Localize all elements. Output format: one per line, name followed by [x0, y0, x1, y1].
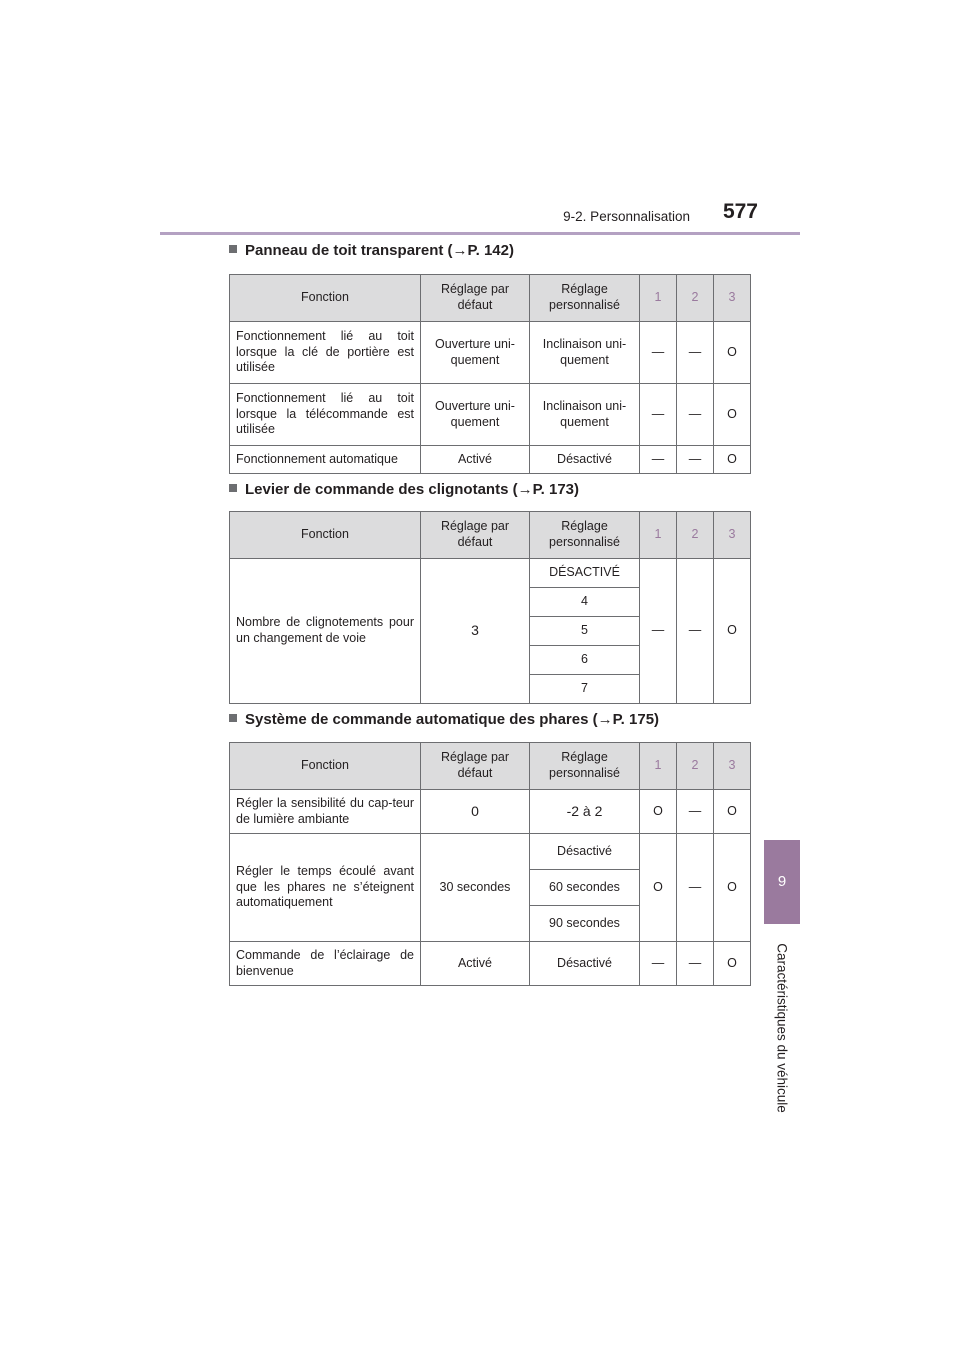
cell-fonction: Nombre de clignotements pour un changement de voie: [230, 559, 421, 704]
cell-col-2: —: [677, 446, 714, 474]
cell-col-3: O: [714, 790, 751, 834]
square-bullet-icon: [229, 484, 237, 492]
cell-col-3: O: [714, 446, 751, 474]
cell-col-3: O: [714, 384, 751, 446]
header-reglage-personnalise: Réglage personnalisé: [530, 512, 640, 559]
cell-col-3: O: [714, 559, 751, 704]
header-reglage-personnalise: Réglage personnalisé: [530, 743, 640, 790]
cell-col-2: —: [677, 559, 714, 704]
table-row: [230, 322, 751, 384]
cell-perso-option: 6: [530, 646, 640, 675]
chapter-label: [764, 933, 800, 1123]
cell-perso: Désactivé: [530, 446, 640, 474]
cell-col-2: —: [677, 384, 714, 446]
section-title: 9-2. Personnalisation: [563, 209, 690, 224]
cell-col-1: —: [640, 446, 677, 474]
page-number: 577: [722, 200, 758, 223]
cell-col-3: O: [714, 834, 751, 942]
header-rule: [160, 232, 800, 235]
header-col-3: 3: [714, 743, 751, 790]
header-fonction: Fonction: [230, 743, 421, 790]
cell-col-2: —: [677, 790, 714, 834]
header-col-2: 2: [677, 743, 714, 790]
header-reglage-defaut: Réglage par défaut: [421, 743, 530, 790]
turn-signal-settings-table: [229, 511, 751, 704]
cell-col-1: O: [640, 834, 677, 942]
header-reglage-defaut: Réglage par défaut: [421, 512, 530, 559]
cell-fonction: Fonctionnement lié au toit lorsque la clé de portière est utilisée: [230, 322, 421, 384]
header-col-2: 2: [677, 275, 714, 322]
chapter-tab: 9: [764, 840, 800, 924]
section-heading-turn-signal: [229, 481, 579, 498]
section-heading-roof: [229, 242, 514, 259]
cell-defaut: Activé: [421, 446, 530, 474]
square-bullet-icon: [229, 245, 237, 253]
section-heading-text: Levier de commande des clignotants (→P. 173): [245, 481, 579, 498]
cell-col-2: —: [677, 322, 714, 384]
cell-col-2: —: [677, 834, 714, 942]
cell-defaut: 0: [421, 790, 530, 834]
section-heading-headlights: [229, 711, 659, 728]
cell-perso-option: DÉSACTIVÉ: [530, 559, 640, 588]
cell-perso-option: 5: [530, 617, 640, 646]
cell-perso-option: 7: [530, 675, 640, 704]
cell-fonction: Fonctionnement automatique: [230, 446, 421, 474]
header-col-1: 1: [640, 275, 677, 322]
header-fonction: Fonction: [230, 512, 421, 559]
cell-col-1: —: [640, 559, 677, 704]
cell-defaut: 3: [421, 559, 530, 704]
cell-perso-option: Désactivé: [530, 834, 640, 870]
table-row: [230, 384, 751, 446]
header-fonction: Fonction: [230, 275, 421, 322]
cell-col-1: —: [640, 942, 677, 986]
cell-perso: -2 à 2: [530, 790, 640, 834]
cell-col-1: —: [640, 384, 677, 446]
table-header-row: [230, 743, 751, 790]
table-row: [230, 559, 751, 588]
cell-col-3: O: [714, 942, 751, 986]
table-row: [230, 446, 751, 474]
cell-col-1: O: [640, 790, 677, 834]
section-heading-text: Système de commande automatique des phares (→P. 175): [245, 711, 660, 728]
header-col-3: 3: [714, 275, 751, 322]
cell-fonction: Régler le temps écoulé avant que les phares ne s’éteignent automatiquement: [230, 834, 421, 942]
section-heading-text: Panneau de toit transparent (→P. 142): [245, 242, 514, 259]
table-row: [230, 834, 751, 870]
header-col-3: 3: [714, 512, 751, 559]
cell-defaut: Ouverture uni-quement: [421, 322, 530, 384]
cell-fonction: Fonctionnement lié au toit lorsque la télécommande est utilisée: [230, 384, 421, 446]
chapter-label-text: Caractéristiques du véhicule: [774, 943, 790, 1113]
headlight-settings-table: [229, 742, 751, 986]
cell-col-2: —: [677, 942, 714, 986]
cell-defaut: 30 secondes: [421, 834, 530, 942]
header-reglage-personnalise: Réglage personnalisé: [530, 275, 640, 322]
header-col-2: 2: [677, 512, 714, 559]
cell-fonction: Commande de l’éclairage de bienvenue: [230, 942, 421, 986]
cell-fonction: Régler la sensibilité du cap-teur de lumière ambiante: [230, 790, 421, 834]
cell-perso-option: 60 secondes: [530, 870, 640, 906]
cell-col-3: O: [714, 322, 751, 384]
header-col-1: 1: [640, 743, 677, 790]
square-bullet-icon: [229, 714, 237, 722]
roof-settings-table: [229, 274, 751, 474]
cell-perso-option: 4: [530, 588, 640, 617]
cell-perso: Désactivé: [530, 942, 640, 986]
table-header-row: [230, 512, 751, 559]
header-col-1: 1: [640, 512, 677, 559]
table-row: [230, 942, 751, 986]
cell-defaut: Ouverture uni-quement: [421, 384, 530, 446]
cell-perso: Inclinaison uni-quement: [530, 322, 640, 384]
cell-col-1: —: [640, 322, 677, 384]
cell-defaut: Activé: [421, 942, 530, 986]
table-header-row: [230, 275, 751, 322]
cell-perso-option: 90 secondes: [530, 906, 640, 942]
header-reglage-defaut: Réglage par défaut: [421, 275, 530, 322]
cell-perso: Inclinaison uni-quement: [530, 384, 640, 446]
table-row: [230, 790, 751, 834]
